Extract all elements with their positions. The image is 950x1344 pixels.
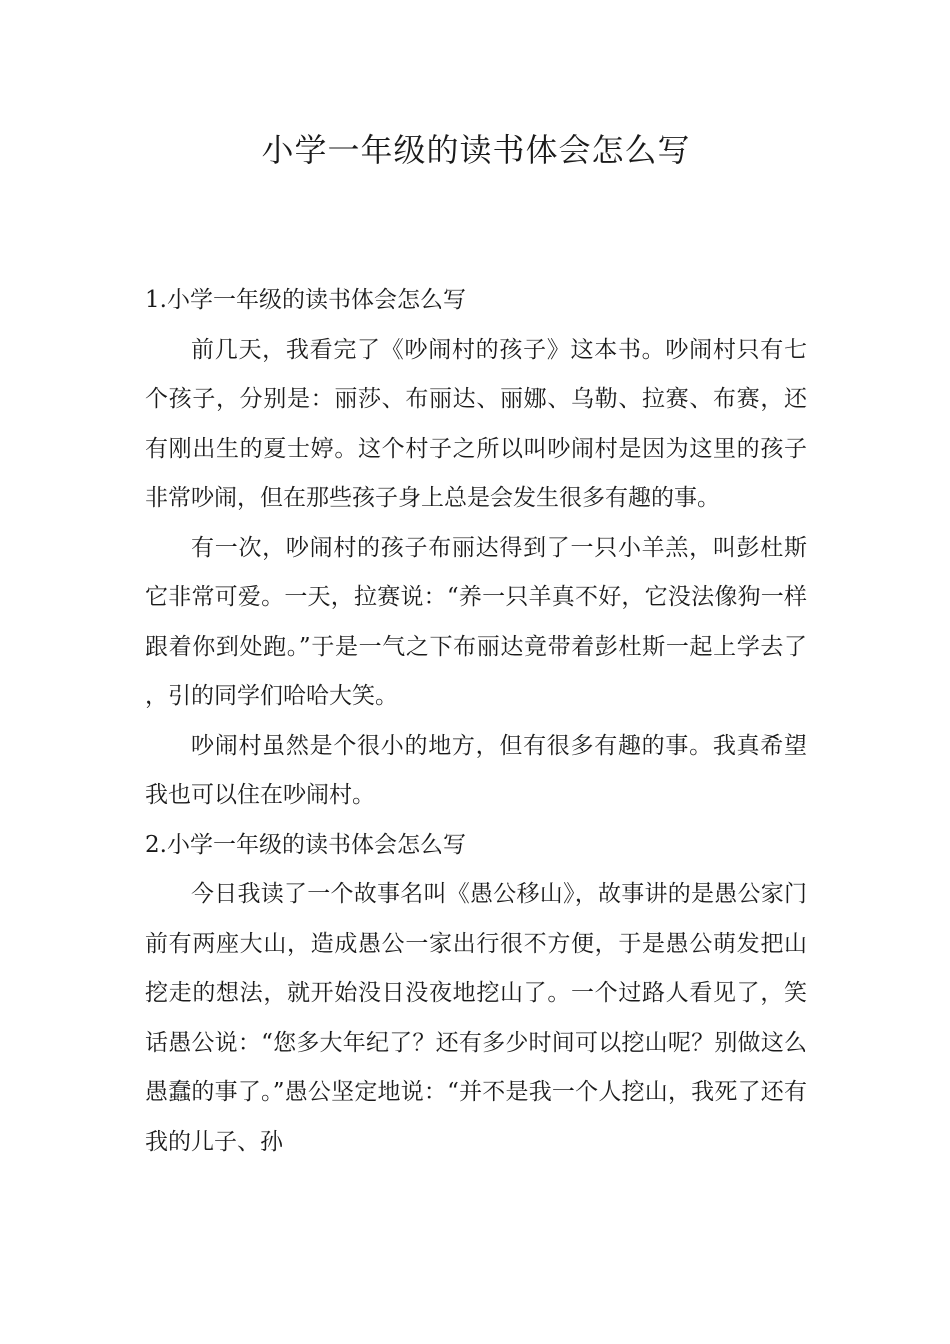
- section-heading: 1.小学一年级的读书体会怎么写: [145, 287, 466, 313]
- paragraph: 有一次，吵闹村的孩子布丽达得到了一只小羊羔，叫彭杜斯它非常可爱。一天，拉赛说：“养一只羊真不好，它没法像狗一样跟着你到处跑。”于是一气之下布丽达竟带着彭杜斯一起上学去了，引的同学们哈哈大笑。: [145, 534, 807, 709]
- paragraph: 吵闹村虽然是个很小的地方，但有很多有趣的事。我真希望我也可以住在吵闹村。: [145, 732, 807, 808]
- document-body: [145, 276, 807, 1167]
- section-1: [145, 276, 807, 821]
- section-2: [145, 821, 807, 1168]
- paragraph: 前几天，我看完了《吵闹村的孩子》这本书。吵闹村只有七个孩子，分别是：丽莎、布丽达、丽娜、乌勒、拉赛、布赛，还有刚出生的夏士婷。这个村子之所以叫吵闹村是因为这里的孩子非常吵闹，但在那些孩子身上总是会发生很多有趣的事。: [145, 336, 807, 511]
- document-title: 小学一年级的读书体会怎么写: [261, 131, 691, 169]
- paragraph: 今日我读了一个故事名叫《愚公移山》，故事讲的是愚公家门前有两座大山，造成愚公一家出行很不方便，于是愚公萌发把山挖走的想法，就开始没日没夜地挖山了。一个过路人看见了，笑话愚公说：“您多大年纪了？还有多少时间可以挖山呢？别做这么愚蠢的事了。”愚公坚定地说：“并不是我一个人挖山，我死了还有我的儿子、孙: [145, 881, 807, 1155]
- section-heading: 2.小学一年级的读书体会怎么写: [145, 831, 466, 858]
